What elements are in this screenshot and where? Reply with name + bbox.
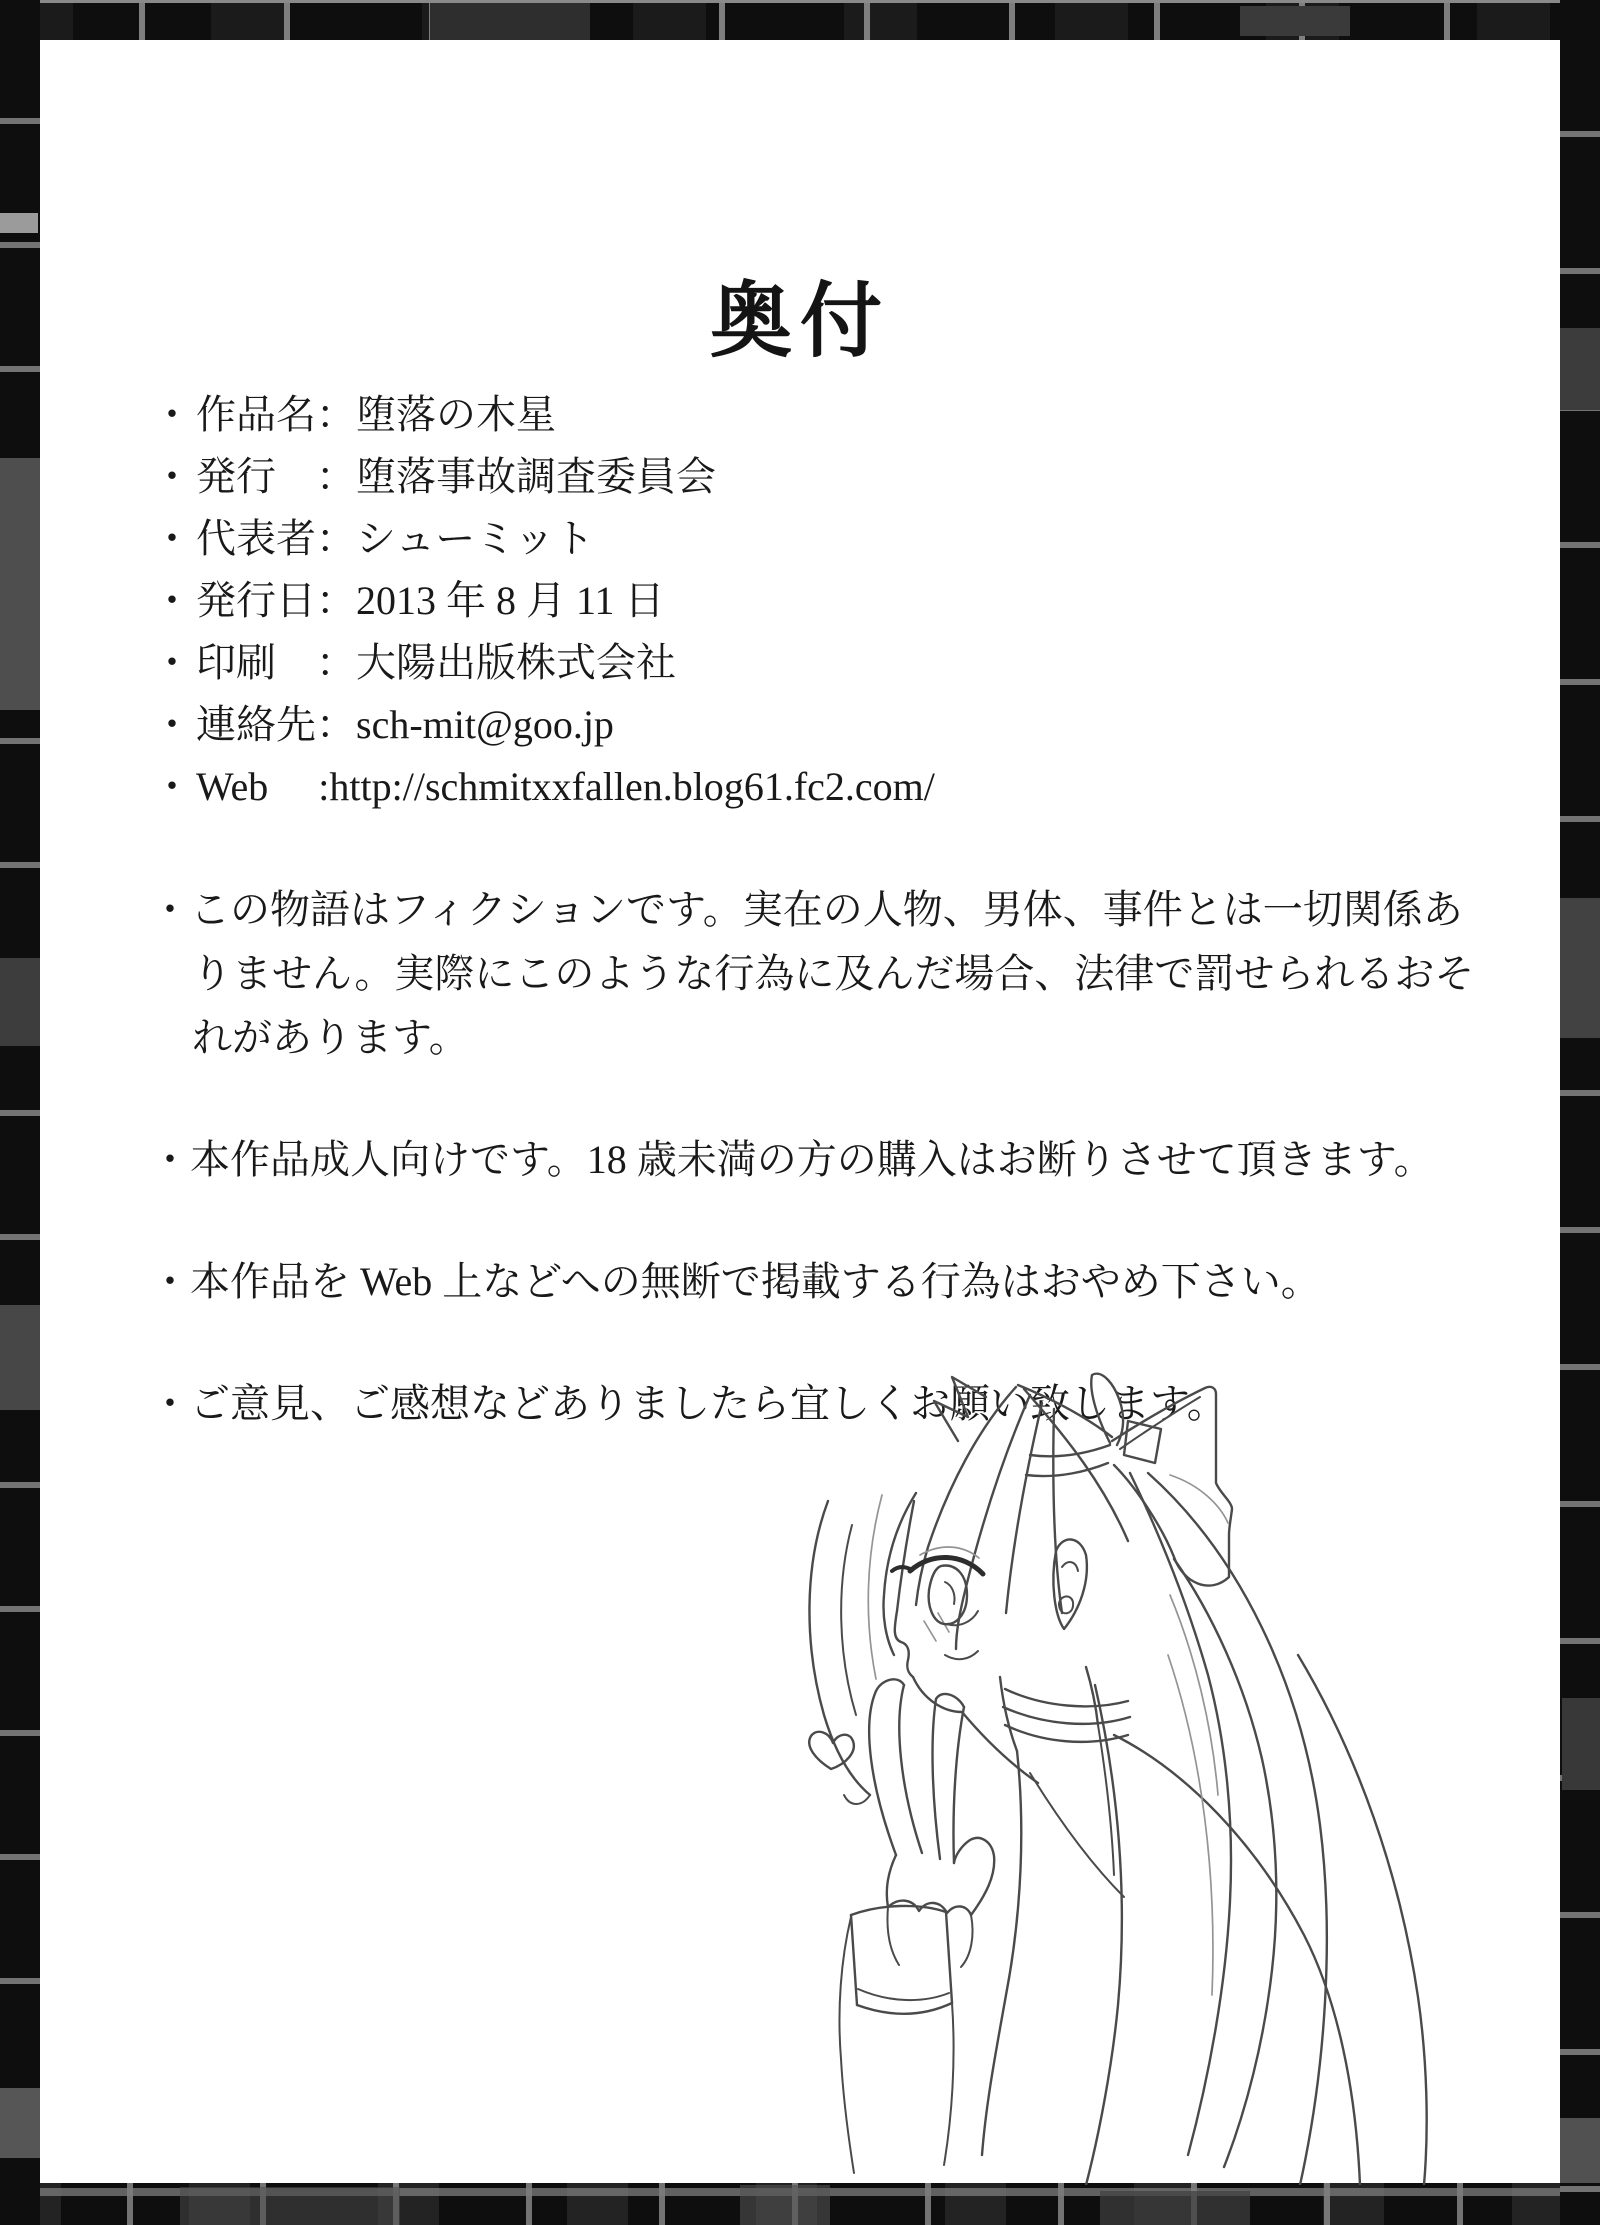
notice-item bbox=[150, 1128, 1495, 1192]
brick-border-left bbox=[0, 0, 40, 2225]
colophon-item-text: 印刷 ：大陽出版株式会社 bbox=[196, 640, 676, 685]
colophon-item bbox=[152, 570, 935, 632]
bullet: ・ bbox=[150, 1381, 190, 1426]
brick-patch bbox=[0, 213, 38, 233]
colophon-item bbox=[152, 446, 935, 508]
colophon-item-url: Web :http://schmitxxfallen.blog61.fc2.com/ bbox=[196, 764, 935, 809]
notice-item bbox=[150, 1250, 1495, 1314]
colophon-item bbox=[152, 756, 935, 818]
brick-patch bbox=[1560, 898, 1600, 1038]
bullet: ・ bbox=[152, 392, 192, 437]
bullet: ・ bbox=[152, 578, 192, 623]
colophon-item-text: 発行 ：堕落事故調査委員会 bbox=[196, 454, 716, 499]
bullet: ・ bbox=[150, 1137, 190, 1182]
brick-patch bbox=[430, 3, 590, 40]
brick-patch bbox=[180, 2187, 400, 2225]
bullet: ・ bbox=[152, 454, 192, 499]
bullet: ・ bbox=[152, 640, 192, 685]
brick-border-top bbox=[0, 0, 1600, 40]
notice-text: 本作品を Web 上などへの無断で掲載する行為はおやめ下さい。 bbox=[190, 1259, 1321, 1304]
bullet: ・ bbox=[150, 887, 190, 932]
colophon-page bbox=[40, 40, 1560, 2183]
brick-patch bbox=[1560, 2118, 1600, 2183]
brick-patch bbox=[1562, 1698, 1600, 1790]
notice-text: ご意見、ご感想などありましたら宜しくお願い致します。 bbox=[190, 1381, 1227, 1426]
colophon-item-text: 作品名：堕落の木星 bbox=[196, 392, 556, 437]
colophon-item-text: 代表者：シューミット bbox=[196, 516, 595, 561]
colophon-item bbox=[152, 632, 935, 694]
notice-text: 本作品成人向けです。18 歳未満の方の購入はお断りさせて頂きます。 bbox=[190, 1137, 1434, 1182]
brick-patch bbox=[0, 958, 40, 1046]
brick-patch bbox=[1240, 6, 1350, 36]
notice-item bbox=[150, 878, 1495, 1070]
brick-patch bbox=[0, 2088, 40, 2158]
brick-patch bbox=[740, 2185, 830, 2225]
colophon-item-text: 発行日：2013 年 8 月 11 日 bbox=[196, 578, 665, 623]
character-sketch bbox=[700, 1355, 1460, 2185]
colophon-item bbox=[152, 508, 935, 570]
brick-patch bbox=[0, 1305, 40, 1410]
bullet: ・ bbox=[152, 764, 192, 809]
colophon-item-email: 連絡先：sch-mit@goo.jp bbox=[196, 702, 614, 747]
bullet: ・ bbox=[150, 1259, 190, 1304]
bullet: ・ bbox=[152, 516, 192, 561]
colophon-list bbox=[152, 384, 935, 818]
colophon-item bbox=[152, 384, 935, 446]
brick-patch bbox=[1560, 328, 1600, 410]
notice-text: この物語はフィクションです。実在の人物、男体、事件とは一切関係ありません。実際にこのような行為に及んだ場合、法律で罰せられるおそれがあります。 bbox=[190, 887, 1475, 1060]
brick-patch bbox=[1100, 2191, 1250, 2225]
page-title: 奥付 bbox=[709, 276, 890, 367]
colophon-item bbox=[152, 694, 935, 756]
brick-patch bbox=[0, 458, 40, 710]
bullet: ・ bbox=[152, 702, 192, 747]
